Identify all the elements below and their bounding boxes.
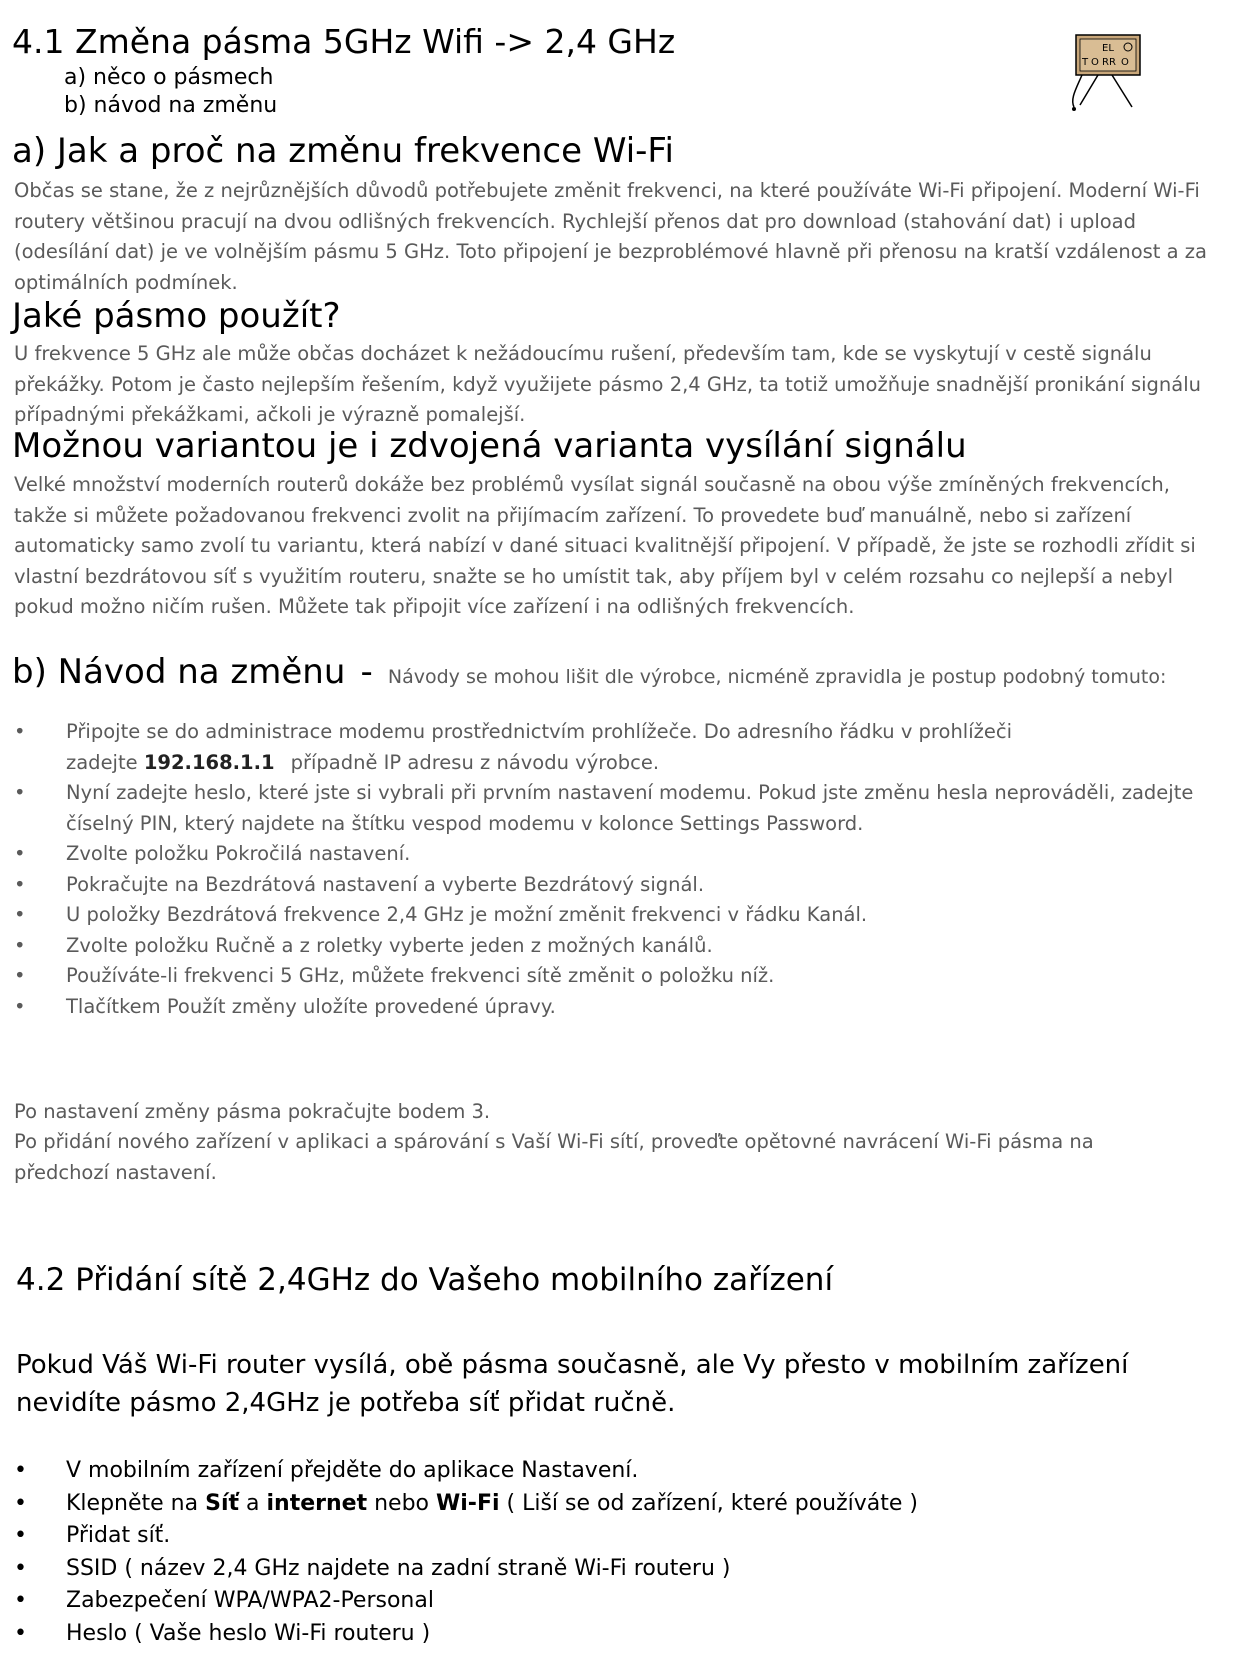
logo-cable-end: [1072, 107, 1076, 111]
list-item: [14, 931, 1204, 962]
note-1: Po nastavení změny pásma pokračujte bodem 3.: [14, 1100, 491, 1123]
step-2-sit: Síť: [205, 1490, 240, 1516]
router-ip-address: 192.168.1.1: [143, 750, 275, 774]
list-item: [14, 900, 1204, 931]
bullet: •: [14, 842, 26, 865]
list-item: [14, 1455, 1204, 1488]
bullet: •: [14, 933, 26, 957]
step-1-suffix: případně IP adresu z návodu výrobce.: [290, 750, 660, 774]
section-42-heading: 4.2 Přidání sítě 2,4GHz do Vašeho mobilního zařízení: [16, 1262, 834, 1298]
bullet: •: [14, 872, 26, 896]
dual-paragraph: Velké množství moderních routerů dokáže bez problémů vysílat signál současně na obou výše zmíněných frekvencích, takže si můžete požadovanou frekvenci zvolit na přijímacím zařízení. To provedete buď manuálně, nebo si zařízení automaticky samo zvolí tu variantu, která nabízí v dané situaci kvalitnější připojení. V případě, že jste se rozhodli zřídit si vlastní bezdrátovou síť s využitím routeru, snažte se ho umístit tak, aby příjem byl v celém rozsahu co nejlepší a nebyl pokud možno ničím rušen. Můžete tak připojit více zařízení i na odlišných frekvencích.: [14, 473, 1196, 618]
bullet: •: [14, 1490, 27, 1516]
dual-heading: Možnou variantou je i zdvojená varianta vysílání signálu: [12, 426, 967, 466]
bullet: •: [14, 781, 26, 804]
step-text: Zabezpečení WPA/WPA2-Personal: [66, 1588, 434, 1613]
logo-text-o2: O: [1121, 57, 1129, 68]
list-item: [14, 1553, 1204, 1586]
section-b-heading: b) Návod na změnu: [12, 652, 346, 692]
band-heading: Jaké pásmo použít?: [12, 296, 341, 336]
bullet: •: [14, 964, 26, 987]
section-a-heading: a) Jak a proč na změnu frekvence Wi-Fi: [12, 131, 674, 171]
list-item: [14, 1618, 1204, 1651]
step-text: Přidat síť.: [66, 1523, 171, 1548]
list-item: [14, 839, 1204, 870]
toc-item-a: a) něco o pásmech: [64, 65, 274, 90]
band-paragraph: U frekvence 5 GHz ale může občas docházet k nežádoucímu rušení, především tam, kde se vyskytují v cestě signálu překážky. Potom je často nejlepším řešením, když využijete pásmo 2,4 GHz, ta totiž umožňuje snadnější pronikání signálu případnými překážkami, ačkoli je výrazně pomalejší.: [14, 342, 1202, 426]
section-42-steps: [14, 1455, 1204, 1650]
bullet: •: [14, 1523, 27, 1548]
note-2: Po přidání nového zařízení v aplikaci a spárování s Vaší Wi-Fi sítí, proveďte opětovné navrácení Wi-Fi pásma na předchozí nastavení.: [14, 1130, 1094, 1184]
bullet: •: [14, 1555, 27, 1581]
logo-text-rr: RR: [1102, 57, 1116, 68]
section-b-heading-row: [12, 652, 1166, 693]
section-a-paragraph: Občas se stane, že z nejrůznějších důvodů potřebujete změnit frekvenci, na které používáte Wi-Fi připojení. Moderní Wi-Fi routery většinou pracují na dvou odlišných frekvencích. Rychlejší přenos dat pro download (stahování dat) i upload (odesílání dat) je ve volnějším pásmu 5 GHz. Toto připojení je bezproblémové hlavně při přenosu na kratší vzdálenost a za optimálních podmínek.: [14, 179, 1207, 294]
section-b-intro: Návody se mohou lišit dle výrobce, nicméně zpravidla je postup podobný tomuto:: [387, 666, 1167, 688]
logo-text-el: EL: [1102, 43, 1114, 54]
logo-stand-left: [1080, 75, 1098, 105]
bullet: •: [14, 1620, 27, 1646]
step-text: Zvolte položku Ručně a z roletky vyberte jeden z možných kanálů.: [66, 933, 713, 957]
bullet: •: [14, 994, 26, 1018]
step-2-internet: internet: [266, 1490, 368, 1516]
step-text: Zvolte položku Pokročilá nastavení.: [66, 842, 411, 865]
step-text: Pokračujte na Bezdrátová nastavení a vyberte Bezdrátový signál.: [66, 872, 705, 896]
step-text: V mobilním zařízení přejděte do aplikace Nastavení.: [66, 1458, 639, 1483]
step-text: SSID ( název 2,4 GHz najdete na zadní straně Wi-Fi routeru ): [66, 1555, 731, 1581]
list-item: [14, 778, 1204, 839]
section-b-steps: [14, 717, 1204, 1022]
step-text: Tlačítkem Použít změny uložíte provedené úpravy.: [66, 994, 556, 1018]
section-b-dash: -: [360, 652, 373, 692]
step-1-line-1: Připojte se do administrace modemu prostřednictvím prohlížeče. Do adresního řádku v prohlížeči: [66, 720, 1013, 743]
list-item: [14, 1585, 1204, 1618]
list-item: [14, 870, 1204, 901]
list-item: [14, 1488, 1204, 1521]
section-42-intro: Pokud Váš Wi-Fi router vysílá, obě pásma současně, ale Vy přesto v mobilním zařízení nevidíte pásmo 2,4GHz je potřeba síť přidat ručně.: [16, 1350, 1129, 1418]
bullet: •: [14, 903, 26, 926]
list-item: [14, 717, 1204, 778]
bullet: •: [14, 720, 26, 743]
step-2-e: nebo: [374, 1490, 429, 1516]
logo-text-o: O: [1091, 57, 1099, 68]
step-2-g: ( Liší se od zařízení, které používáte ): [506, 1490, 919, 1516]
bullet: •: [14, 1458, 27, 1483]
toc-item-b: b) návod na změnu: [64, 93, 278, 118]
step-1-prefix: zadejte: [66, 750, 138, 774]
logo-cable: [1073, 75, 1082, 107]
step-2-a: Klepněte na: [66, 1490, 199, 1516]
step-text: U položky Bezdrátová frekvence 2,4 GHz je možní změnit frekvenci v řádku Kanál.: [66, 903, 868, 926]
bullet: •: [14, 1588, 27, 1613]
page-title: 4.1 Změna pásma 5GHz Wifi -> 2,4 GHz: [12, 22, 676, 61]
logo-stand-right: [1112, 75, 1132, 107]
el-torro-logo: [1068, 29, 1148, 117]
list-item: [14, 992, 1204, 1023]
step-text: Používáte-li frekvenci 5 GHz, můžete frekvenci sítě změnit o položku níž.: [66, 964, 775, 987]
list-item: [14, 1520, 1204, 1553]
step-2-wifi: Wi-Fi: [436, 1490, 500, 1516]
step-2-c: a: [246, 1490, 260, 1516]
list-item: [14, 961, 1204, 992]
step-text: Nyní zadejte heslo, které jste si vybrali při prvním nastavení modemu. Pokud jste změnu hesla neprováděli, zadejte číselný PIN, který najdete na štítku vespod modemu v kolonce Settings Password.: [66, 781, 1194, 835]
logo-text-t: T: [1082, 57, 1089, 68]
step-text: Heslo ( Vaše heslo Wi-Fi routeru ): [66, 1620, 431, 1646]
